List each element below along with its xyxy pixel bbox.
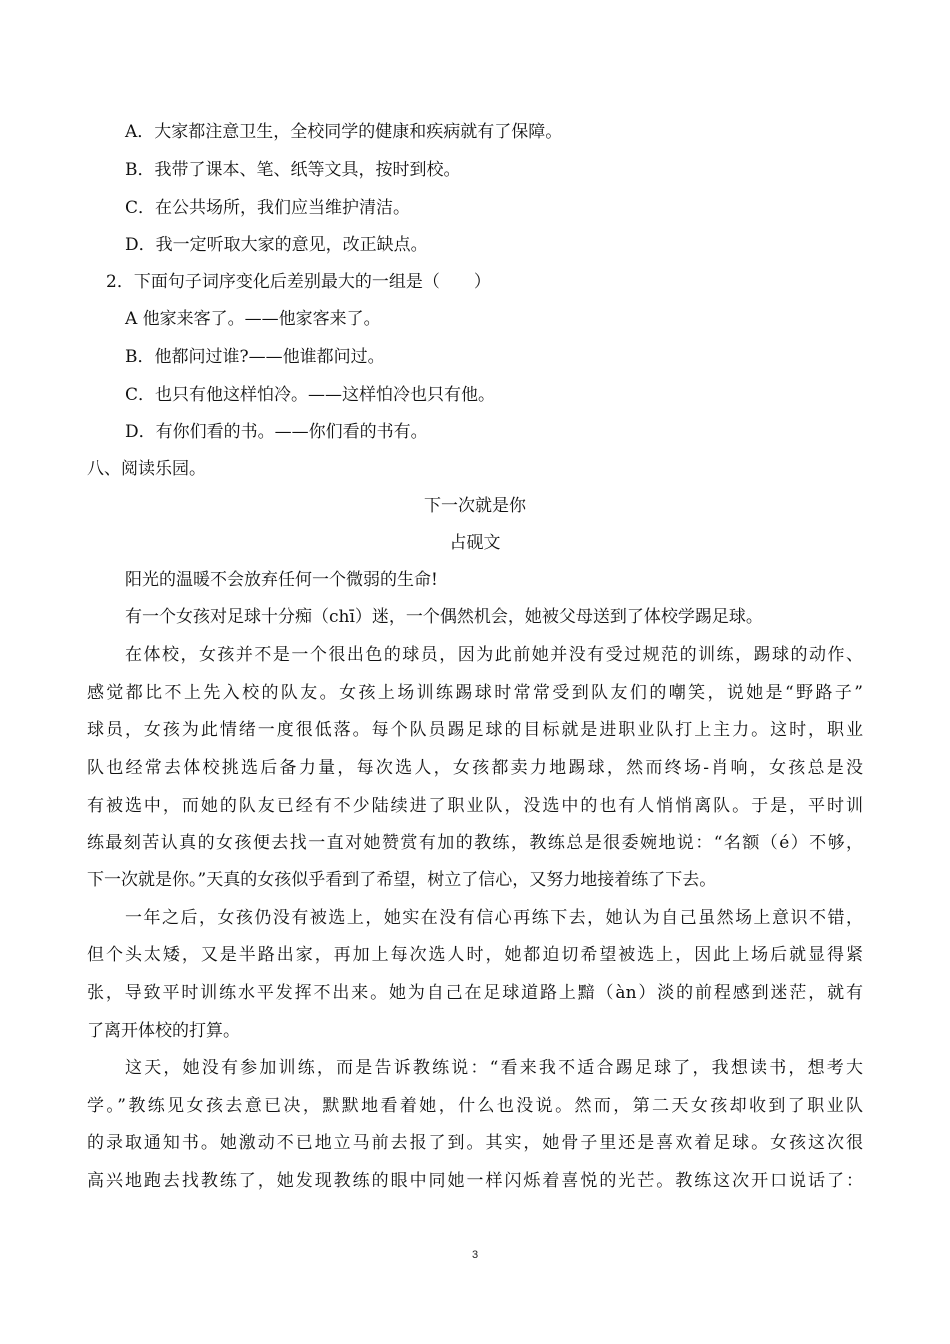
- article-title: 下一次就是你: [424, 496, 526, 516]
- article-line: 有被选中，而她的队友已经有不少陆续进了职业队，没选中的也有人悄悄离队。于是，平时训: [87, 796, 863, 816]
- article-line: 高兴地跑去找教练了，她发现教练的眼中同她一样闪烁着喜悦的光芒。教练这次开口说话了：: [87, 1171, 863, 1191]
- q2-option-b: B．他都问过谁?——他谁都问过。: [125, 347, 385, 367]
- article-line: 阳光的温暖不会放弃任何一个微弱的生命!: [125, 570, 438, 590]
- q1-option-b: B．我带了课本、笔、纸等文具，按时到校。: [125, 160, 461, 180]
- q2-option-c: C．也只有他这样怕冷。——这样怕冷也只有他。: [125, 385, 496, 405]
- article-line: 球员，女孩为此情绪一度很低落。每个队员踢足球的目标就是进职业队打上主力。这时，职业: [87, 720, 863, 740]
- article-line: 的录取通知书。她激动不已地立马前去报了到。其实，她骨子里还是喜欢着足球。女孩这次很: [87, 1133, 863, 1153]
- article-line: 了离开体校的打算。: [87, 1021, 240, 1041]
- article-line: 一年之后，女孩仍没有被选上，她实在没有信心再练下去，她认为自己虽然场上意识不错，: [125, 908, 863, 928]
- article-line: 有一个女孩对足球十分痴（chī）迷，一个偶然机会，她被父母送到了体校学踢足球。: [125, 607, 763, 627]
- article-line: 张，导致平时训练水平发挥不出来。她为自己在足球道路上黯（àn）淡的前程感到迷茫，就有: [87, 983, 863, 1003]
- article-author: 占砚文: [449, 533, 501, 553]
- article-line: 在体校，女孩并不是一个很出色的球员，因为此前她并没有受过规范的训练，踢球的动作、: [125, 645, 863, 665]
- q1-option-a: A．大家都注意卫生，全校同学的健康和疾病就有了保障。: [125, 122, 563, 142]
- page-number: 3: [471, 1249, 479, 1261]
- q1-option-d: D．我一定听取大家的意见，改正缺点。: [125, 235, 428, 255]
- article-line: 练最刻苦认真的女孩便去找一直对她赞赏有加的教练，教练总是很委婉地说：“名额（é）不够，: [87, 833, 863, 853]
- article-line: 学。”教练见女孩去意已决，默默地看着她，什么也没说。然而，第二天女孩却收到了职业队: [87, 1096, 863, 1116]
- article-line: 这天，她没有参加训练，而是告诉教练说：“看来我不适合踢足球了，我想读书，想考大: [125, 1058, 863, 1078]
- article-line: 但个头太矮，又是半路出家，再加上每次选人时，她都迫切希望被选上，因此上场后就显得紧: [87, 945, 863, 965]
- article-line: 队也经常去体校挑选后备力量，每次选人，女孩都卖力地踢球，然而终场-肖响，女孩总是没: [87, 758, 863, 778]
- section-title: 八、阅读乐园。: [87, 459, 206, 479]
- q2-option-a: A 他家来客了。——他家客来了。: [125, 309, 381, 329]
- q2-option-d: D．有你们看的书。——你们看的书有。: [125, 422, 428, 442]
- question-2-stem: 2．下面句子词序变化后差别最大的一组是（ ）: [106, 272, 491, 292]
- article-line: 下一次就是你。”天真的女孩似乎看到了希望，树立了信心，又努力地接着练了下去。: [87, 870, 717, 890]
- article-line: 感觉都比不上先入校的队友。女孩上场训练踢球时常常受到队友们的嘲笑，说她是“野路子”: [87, 683, 863, 703]
- q1-option-c: C．在公共场所，我们应当维护清洁。: [125, 198, 411, 218]
